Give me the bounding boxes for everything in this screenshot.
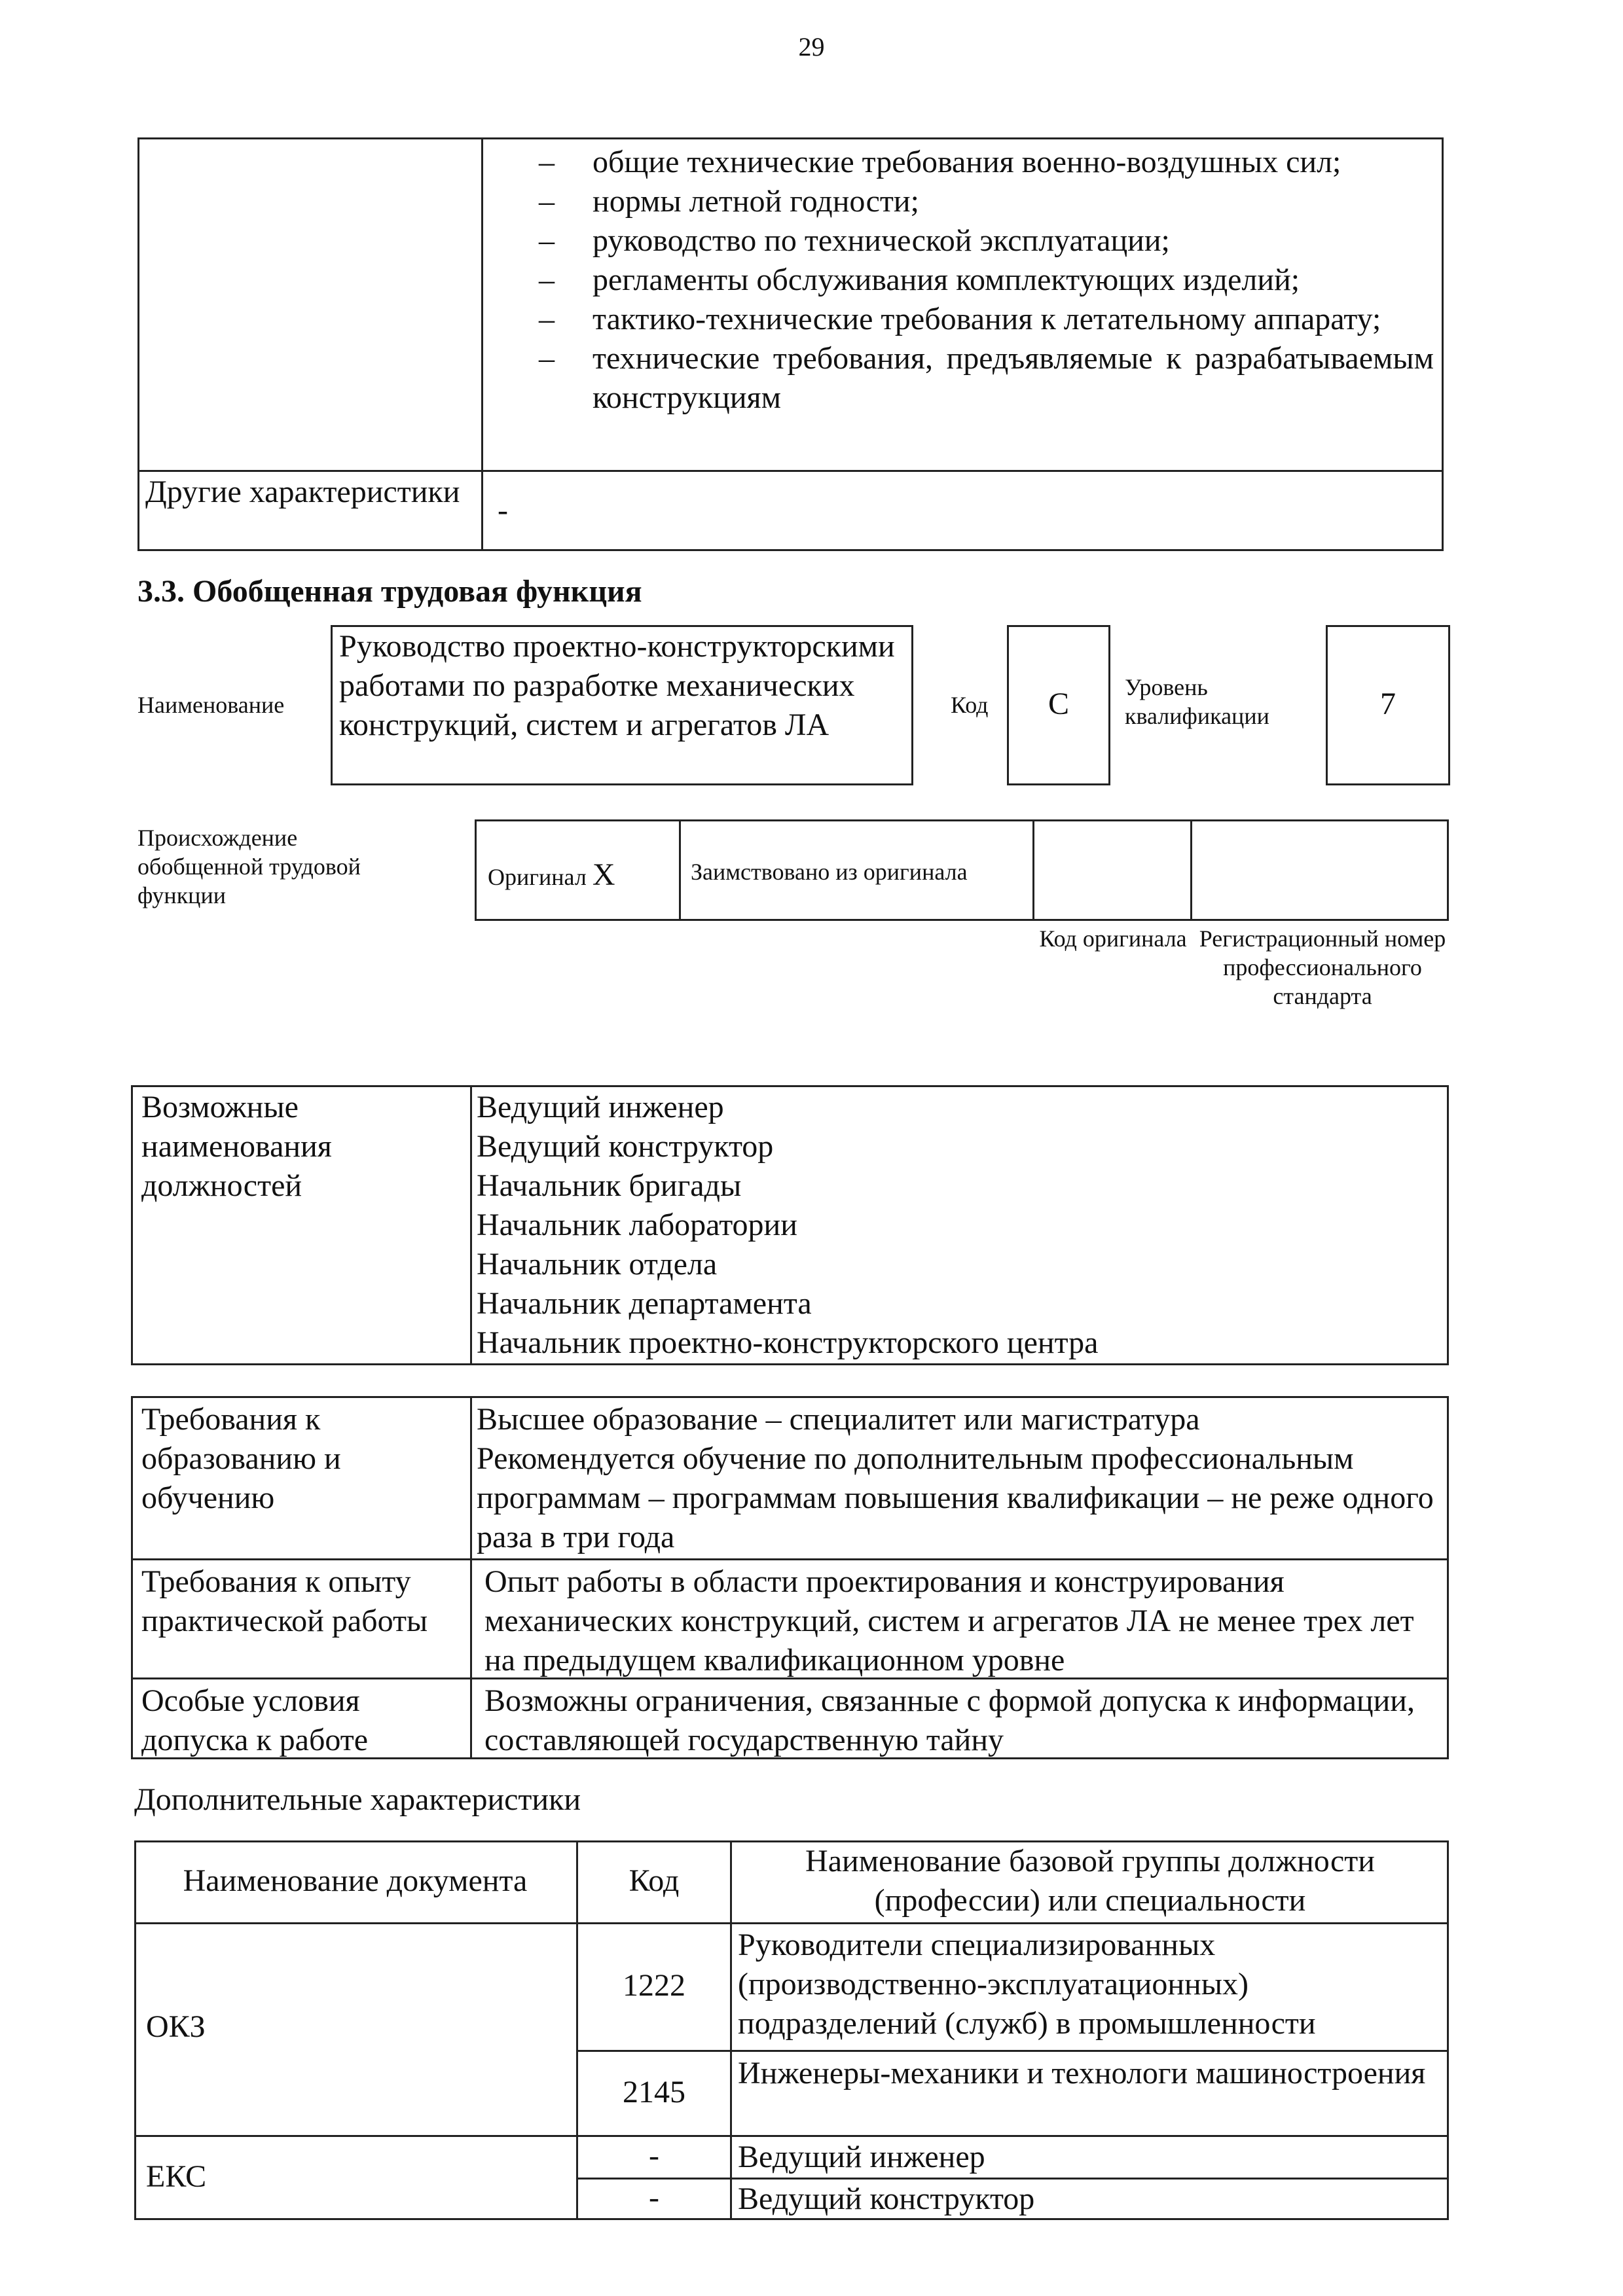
list-item: – технические требования, предъявляемые к разрабатываемым конструкциям — [539, 341, 1434, 415]
page-number: 29 — [798, 32, 825, 62]
list-item: Ведущий инженер — [477, 1090, 724, 1124]
table-cell-code: - — [649, 2138, 659, 2173]
function-name-box: Руководство проектно-конструкторскими работами по разработке механических конструкций, систем и агрегатов ЛА — [331, 625, 913, 785]
original-label: Оригинал X — [488, 857, 615, 892]
requirements-table — [131, 1396, 1449, 1759]
okz-label: ОКЗ — [146, 2009, 206, 2044]
list-item: Начальник проектно-конструкторского центра — [477, 1325, 1099, 1360]
list-item: Начальник бригады — [477, 1168, 742, 1203]
list-item: Начальник лаборатории — [477, 1208, 797, 1242]
table-cell-code: 1222 — [623, 1968, 685, 2003]
column-header: Наименование базовой группы должности (профессии) или специальности — [805, 1844, 1375, 1918]
registration-number-caption: Регистрационный номер профессионального стандарта — [1199, 925, 1446, 1009]
education-value: Высшее образование – специалитет или магистратура Рекомендуется обучение по дополнительным профессиональным программам – программам повышения квалификации – не реже одного раза в три года — [477, 1402, 1434, 1554]
code-value: C — [1048, 687, 1069, 721]
section-heading: 3.3. Обобщенная трудовая функция — [137, 574, 642, 609]
code-label: Код — [951, 692, 989, 718]
other-characteristics-value: - — [498, 493, 508, 528]
list-item: Начальник департамента — [477, 1286, 812, 1321]
name-label: Наименование — [137, 692, 285, 718]
list-item: – нормы летной годности; — [539, 184, 919, 219]
top-table — [137, 137, 1444, 551]
table-cell-name: Инженеры-механики и технологи машиностроения — [738, 2056, 1426, 2090]
list-item: – руководство по технической эксплуатации; — [539, 223, 1170, 258]
code-of-original-caption: Код оригинала — [1039, 925, 1187, 952]
positions-list — [477, 1088, 1439, 1363]
education-label: Требования к образованию и обучению — [141, 1402, 341, 1515]
admission-label: Особые условия допуска к работе — [141, 1683, 369, 1757]
other-characteristics-label: Другие характеристики — [145, 475, 460, 509]
table-cell-name: Руководители специализированных (производственно-эксплуатационных) подразделений (служб) в промышленности — [738, 1928, 1316, 2041]
code-box — [1007, 625, 1110, 785]
experience-value: Опыт работы в области проектирования и конструирования механических конструкций, систем и агрегатов ЛА не менее трех лет на предыдущем квалификационном уровне — [484, 1564, 1414, 1677]
origin-label: Происхождение обобщенной трудовой функции — [137, 825, 361, 908]
additional-table — [134, 1840, 1449, 2220]
experience-label: Требования к опыту практической работы — [141, 1564, 428, 1638]
column-header: Код — [629, 1863, 680, 1898]
positions-label: Возможные наименования должностей — [141, 1090, 332, 1203]
table-cell-name: Ведущий инженер — [738, 2140, 985, 2174]
list-item: Ведущий конструктор — [477, 1129, 774, 1164]
table-cell-code: 2145 — [623, 2075, 685, 2109]
table-cell-name: Ведущий конструктор — [738, 2181, 1035, 2216]
positions-table — [131, 1085, 1449, 1365]
origin-table — [475, 819, 1449, 921]
qualification-level-value: 7 — [1380, 687, 1396, 721]
qualification-level-box — [1326, 625, 1450, 785]
eks-label: ЕКС — [146, 2159, 207, 2194]
requirements-bullet-list — [539, 143, 1434, 418]
column-header: Наименование документа — [183, 1863, 528, 1898]
list-item: – тактико-технические требования к летательному аппарату; — [539, 302, 1381, 336]
table-cell-code: - — [649, 2180, 659, 2215]
additional-characteristics-heading: Дополнительные характеристики — [134, 1782, 581, 1817]
original-mark: X — [592, 857, 615, 892]
borrowed-label: Заимствовано из оригинала — [691, 859, 968, 885]
qualification-level-label: Уровень квалификации — [1125, 674, 1269, 729]
admission-value: Возможны ограничения, связанные с формой допуска к информации, составляющей государственную тайну — [484, 1683, 1415, 1757]
list-item: Начальник отдела — [477, 1247, 718, 1282]
list-item: – регламенты обслуживания комплектующих изделий; — [539, 262, 1300, 297]
list-item: – общие технические требования военно-воздушных сил; — [539, 145, 1341, 179]
